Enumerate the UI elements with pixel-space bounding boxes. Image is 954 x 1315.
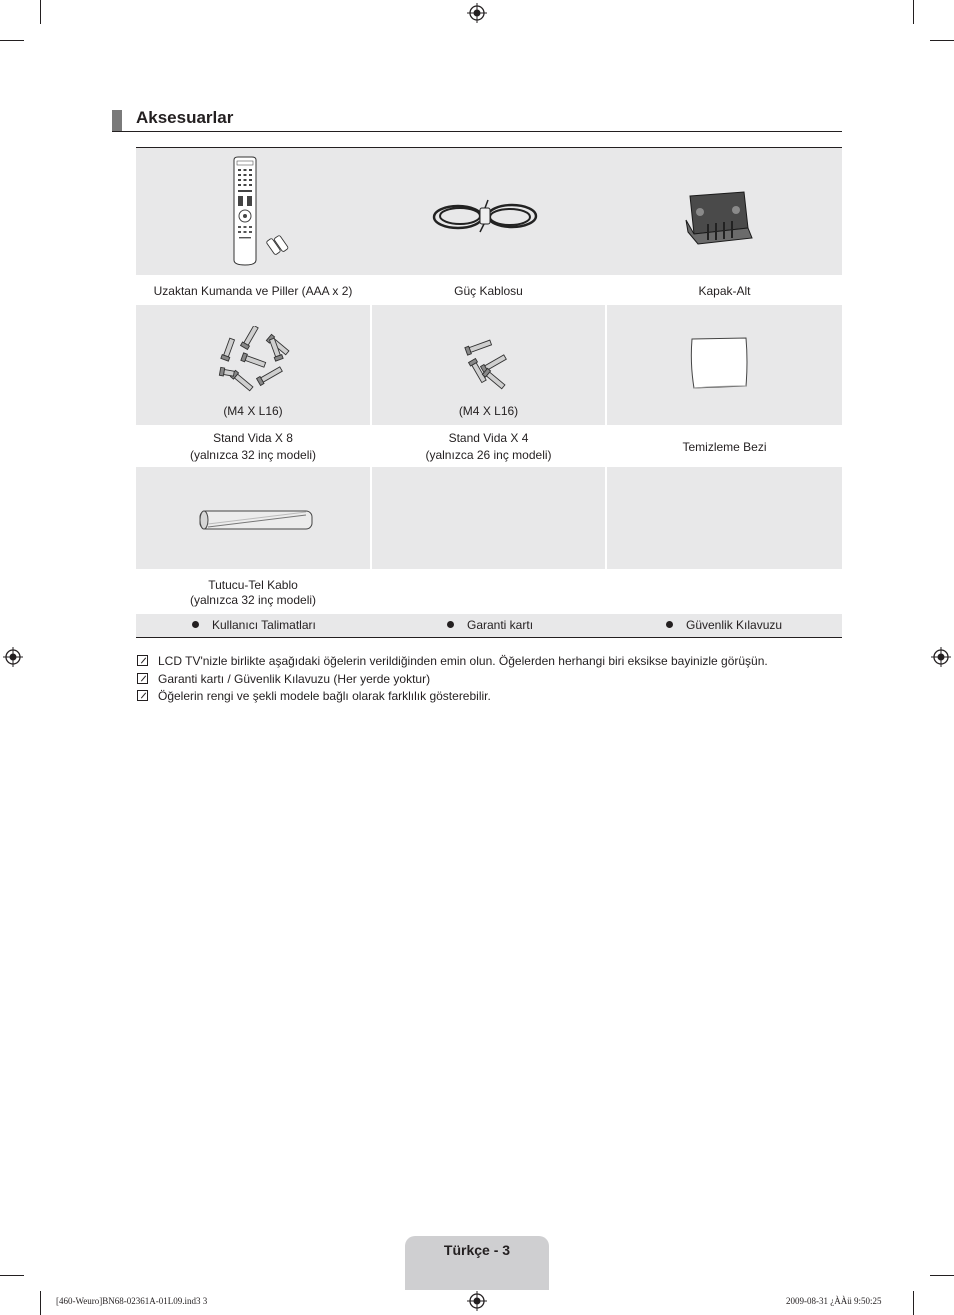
note-icon	[137, 673, 148, 684]
crop-mark	[913, 0, 914, 24]
registration-mark-icon	[3, 647, 23, 667]
cover-bottom-icon	[684, 190, 754, 246]
screws-8-icon	[216, 326, 302, 398]
note-item: Öğelerin rengi ve şekli modele bağlı olarak farklılık gösterebilir.	[137, 689, 491, 703]
crop-mark	[40, 1291, 41, 1315]
document-item: Garanti kartı	[447, 618, 533, 632]
accessory-caption: Uzaktan Kumanda ve Piller (AAA x 2)	[153, 284, 353, 298]
print-slug-left: [460-Weuro]BN68-02361A-01L09.ind3 3	[56, 1296, 208, 1306]
cell-divider	[370, 467, 372, 569]
remote-control-icon	[228, 156, 294, 268]
heading-marker	[112, 110, 122, 131]
accessory-caption-note: (yalnızca 32 inç modeli)	[189, 448, 317, 462]
accessory-caption: Kapak-Alt	[698, 284, 751, 298]
cleaning-cloth-icon	[688, 336, 750, 390]
crop-mark	[0, 1275, 24, 1276]
registration-mark-icon	[467, 1291, 487, 1311]
note-icon	[137, 690, 148, 701]
screw-size-label: (M4 X L16)	[458, 404, 519, 418]
crop-mark	[930, 40, 954, 41]
note-item: LCD TV'nizle birlikte aşağıdaki öğelerin verildiğinden emin olun. Öğelerden herhangi biri eksikse bayinizle görüşün.	[137, 654, 768, 668]
registration-mark-icon	[931, 647, 951, 667]
power-cable-icon	[430, 192, 542, 242]
bullet-icon	[447, 621, 454, 628]
document-item: Güvenlik Kılavuzu	[666, 618, 782, 632]
crop-mark	[40, 0, 41, 24]
heading-rule	[112, 131, 842, 132]
registration-mark-icon	[467, 3, 487, 23]
screws-4-icon	[460, 334, 516, 394]
accessory-caption: Stand Vida X 4	[448, 431, 529, 445]
bullet-icon	[666, 621, 673, 628]
accessory-caption-note: (yalnızca 26 inç modeli)	[425, 448, 552, 462]
table-bottom-rule	[136, 637, 842, 638]
crop-mark	[930, 1275, 954, 1276]
cable-holder-icon	[196, 507, 316, 533]
accessory-caption: Temizleme Bezi	[682, 440, 767, 454]
section-title: Aksesuarlar	[136, 108, 234, 127]
note-item: Garanti kartı / Güvenlik Kılavuzu (Her yerde yoktur)	[137, 672, 430, 686]
cell-divider	[605, 305, 607, 425]
page-number: Türkçe - 3	[443, 1242, 511, 1258]
accessory-caption: Güç Kablosu	[454, 284, 523, 298]
note-icon	[137, 655, 148, 666]
print-slug-right: 2009-08-31 ¿ÀÀü 9:50:25	[786, 1296, 882, 1306]
document-item: Kullanıcı Talimatları	[192, 618, 316, 632]
accessory-caption-note: (yalnızca 32 inç modeli)	[189, 593, 317, 607]
cell-divider	[605, 467, 607, 569]
crop-mark	[913, 1291, 914, 1315]
accessory-caption: Stand Vida X 8	[213, 431, 293, 445]
crop-mark	[0, 40, 24, 41]
bullet-icon	[192, 621, 199, 628]
screw-size-label: (M4 X L16)	[223, 404, 283, 418]
accessory-caption: Tutucu-Tel Kablo	[208, 578, 298, 592]
